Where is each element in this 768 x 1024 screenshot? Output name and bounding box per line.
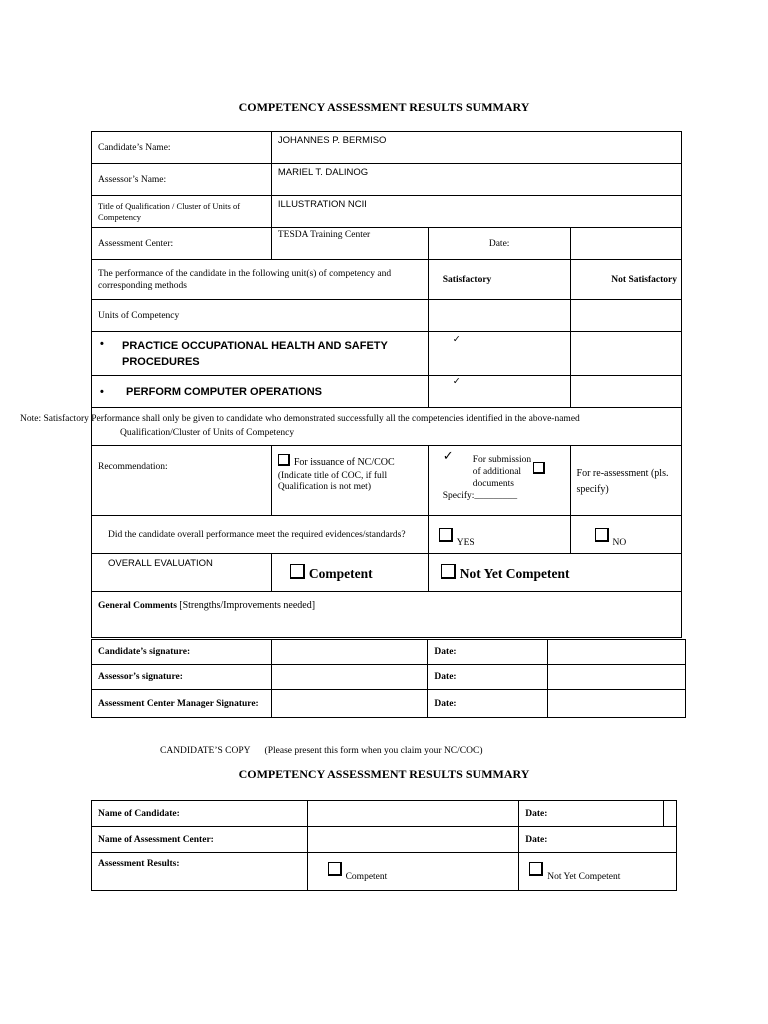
assessor-signature-label: Assessor’s signature: [92, 665, 272, 690]
copy-competent-label: Competent [345, 871, 388, 882]
units-not-satisfactory-cell [570, 300, 681, 332]
copy-table [91, 800, 677, 891]
copy-date-label: Date: [519, 827, 677, 853]
signature-date-field[interactable] [548, 690, 686, 718]
rec-issuance-cell[interactable] [271, 446, 428, 516]
copy-name-label: Name of Candidate: [92, 801, 308, 827]
note-text: Note: Satisfactory Performance shall only be given to candidate who demonstrated successfully all the competencies identified in the above-named [20, 414, 580, 424]
unit-bullet: • [100, 385, 104, 398]
note-text-line2: Qualification/Cluster of Units of Competency [120, 428, 295, 438]
form-title: COMPETENCY ASSESSMENT RESULTS SUMMARY [238, 100, 530, 114]
assessor-signature-field[interactable] [271, 665, 428, 690]
signature-date-field[interactable] [548, 640, 686, 665]
checkbox-icon[interactable] [529, 862, 543, 876]
competent-option[interactable] [271, 554, 428, 592]
no-label: NO [612, 537, 627, 548]
center-label: Assessment Center: [92, 228, 272, 260]
checkbox-icon[interactable] [278, 454, 290, 466]
signature-date-label: Date: [428, 640, 548, 665]
overall-row [92, 554, 682, 592]
performance-row [92, 260, 682, 300]
candidate-signature-field[interactable] [271, 640, 428, 665]
checkbox-icon[interactable] [328, 862, 342, 876]
units-label: Units of Competency [92, 300, 429, 332]
satisfactory-header: Satisfactory [428, 260, 570, 300]
candidate-name-label: Candidate’s Name: [92, 132, 272, 164]
copy-center-field[interactable] [307, 827, 519, 853]
center-row [92, 228, 682, 260]
copy-date-label: Date: [519, 801, 664, 827]
signature-row [92, 640, 686, 665]
comments-label: General Comments [98, 601, 177, 611]
unit-not-satisfactory-cell[interactable] [570, 376, 681, 408]
copy-row [92, 827, 677, 853]
question-label: Did the candidate overall performance meet the required evidences/standards? [92, 516, 429, 554]
not-yet-competent-option[interactable] [428, 554, 681, 592]
no-option[interactable] [570, 516, 681, 554]
candidate-signature-label: Candidate’s signature: [92, 640, 272, 665]
assessor-row [92, 164, 682, 196]
signature-date-field[interactable] [548, 665, 686, 690]
assessment-table [91, 131, 682, 638]
candidate-copy-note: (Please present this form when you claim your NC/COC) [264, 746, 483, 756]
signature-row [92, 690, 686, 718]
checkbox-icon[interactable] [533, 462, 545, 474]
signature-date-label: Date: [428, 665, 548, 690]
candidate-row [92, 132, 682, 164]
competent-label: Competent [308, 565, 373, 581]
rec-submission-label: For submission of additional documents [472, 455, 532, 489]
unit-row [92, 332, 682, 376]
center-value[interactable]: TESDA Training Center [271, 228, 428, 260]
checkbox-icon[interactable] [439, 528, 453, 542]
units-satisfactory-cell [428, 300, 570, 332]
rec-issuance-note: (Indicate title of COC, if full Qualification is not met) [277, 471, 388, 492]
manager-signature-field[interactable] [271, 690, 428, 718]
date-label: Date: [428, 228, 570, 260]
copy-row [92, 853, 677, 891]
date-value[interactable] [570, 228, 681, 260]
copy-results-label: Assessment Results: [92, 853, 308, 891]
copy-name-field[interactable] [307, 801, 519, 827]
not-satisfactory-header: Not Satisfactory [570, 260, 681, 300]
qualification-value[interactable]: ILLUSTRATION NCII [271, 196, 681, 228]
rec-reassessment-label[interactable]: For re-assessment (pls. specify) [570, 446, 681, 516]
copy-date-extra [663, 801, 676, 827]
assessor-name-value[interactable]: MARIEL T. DALINOG [271, 164, 681, 196]
unit-name: PRACTICE OCCUPATIONAL HEALTH AND SAFETY PROCEDURES [122, 339, 388, 368]
checkbox-icon[interactable] [595, 528, 609, 542]
signature-row [92, 665, 686, 690]
candidate-name-value[interactable]: JOHANNES P. BERMISO [271, 132, 681, 164]
checkbox-icon[interactable] [290, 564, 305, 579]
rec-submission-check: ✓ [442, 448, 454, 463]
unit-bullet: • [100, 337, 104, 350]
comments-hint: [Strengths/Improvements needed] [179, 600, 316, 611]
copy-not-yet-label: Not Yet Competent [547, 871, 621, 882]
performance-label: The performance of the candidate in the following unit(s) of competency and corresponding methods [92, 260, 429, 300]
unit-satisfactory-check[interactable]: ✓ [428, 332, 570, 376]
copy-center-label: Name of Assessment Center: [92, 827, 308, 853]
comments-cell[interactable] [92, 592, 682, 638]
qualification-label: Title of Qualification / Cluster of Units of Competency [92, 196, 272, 228]
yes-option[interactable] [428, 516, 570, 554]
checkbox-icon[interactable] [441, 564, 456, 579]
unit-satisfactory-check[interactable]: ✓ [428, 376, 570, 408]
units-header-row [92, 300, 682, 332]
unit-not-satisfactory-cell[interactable] [570, 332, 681, 376]
candidate-copy-label: CANDIDATE’S COPY [160, 746, 251, 756]
manager-signature-label: Assessment Center Manager Signature: [92, 690, 272, 718]
unit-row [92, 376, 682, 408]
qualification-row [92, 196, 682, 228]
unit-name: PERFORM COMPUTER OPERATIONS [126, 385, 322, 398]
not-yet-competent-label: Not Yet Competent [459, 565, 570, 581]
copy-not-yet-option[interactable] [519, 853, 677, 891]
assessor-name-label: Assessor’s Name: [92, 164, 272, 196]
yes-label: YES [456, 537, 475, 548]
signature-table [91, 639, 686, 718]
rec-specify[interactable]: Specify:_________ [442, 491, 518, 501]
copy-competent-option[interactable] [307, 853, 519, 891]
comments-row [92, 592, 682, 638]
candidate-copy-line [160, 746, 482, 756]
recommendation-row [92, 446, 682, 516]
rec-submission-cell[interactable] [428, 446, 570, 516]
question-row [92, 516, 682, 554]
copy-title: COMPETENCY ASSESSMENT RESULTS SUMMARY [238, 767, 530, 781]
rec-issuance-label: For issuance of NC/COC [293, 457, 395, 468]
overall-label: OVERALL EVALUATION [92, 554, 272, 592]
copy-row [92, 801, 677, 827]
recommendation-label: Recommendation: [92, 446, 272, 516]
signature-date-label: Date: [428, 690, 548, 718]
